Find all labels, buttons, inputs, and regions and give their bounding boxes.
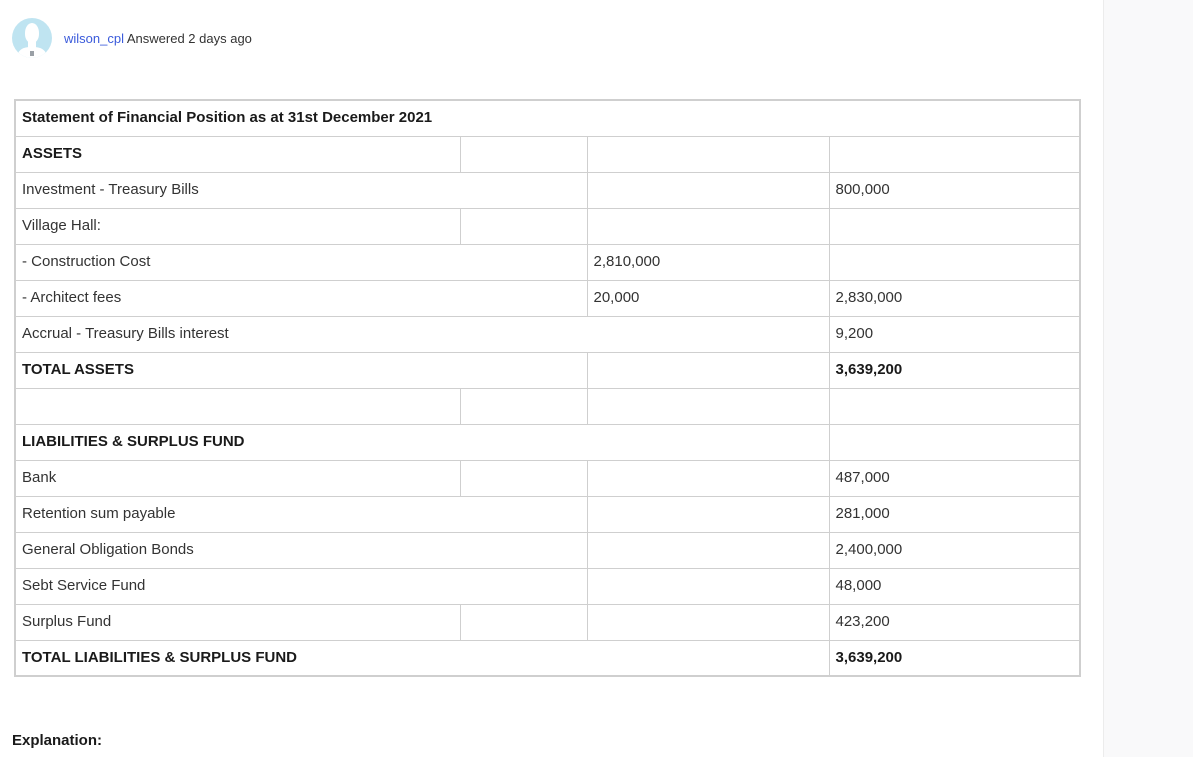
statement-title: Statement of Financial Position as at 31st December 2021	[15, 100, 1080, 136]
table-row	[15, 640, 1080, 676]
table-row	[15, 604, 1080, 640]
user-avatar-icon[interactable]	[12, 18, 52, 58]
username-link[interactable]: wilson_cpl	[64, 31, 124, 46]
empty-cell	[829, 424, 1080, 460]
total-liabilities-label: TOTAL LIABILITIES & SURPLUS FUND	[15, 640, 829, 676]
table-row	[15, 568, 1080, 604]
financial-position-table	[14, 99, 1081, 677]
table-row	[15, 172, 1080, 208]
table-row	[15, 100, 1080, 136]
table-row	[15, 352, 1080, 388]
surplus-label: Surplus Fund	[15, 604, 460, 640]
architect-total: 2,830,000	[829, 280, 1080, 316]
retention-label: Retention sum payable	[15, 496, 587, 532]
empty-cell	[587, 604, 829, 640]
empty-cell	[460, 208, 587, 244]
empty-cell	[587, 496, 829, 532]
answer-header	[12, 18, 252, 60]
construction-label: - Construction Cost	[15, 244, 587, 280]
total-liabilities-value: 3,639,200	[829, 640, 1080, 676]
accrual-value: 9,200	[829, 316, 1080, 352]
empty-cell	[460, 136, 587, 172]
right-sidebar	[1103, 0, 1193, 757]
liabilities-heading: LIABILITIES & SURPLUS FUND	[15, 424, 829, 460]
bonds-value: 2,400,000	[829, 532, 1080, 568]
village-hall-label: Village Hall:	[15, 208, 460, 244]
bank-label: Bank	[15, 460, 460, 496]
empty-cell	[460, 460, 587, 496]
answered-timestamp: Answered 2 days ago	[126, 31, 252, 46]
table-row	[15, 244, 1080, 280]
investment-value: 800,000	[829, 172, 1080, 208]
total-assets-label: TOTAL ASSETS	[15, 352, 587, 388]
explanation-heading: Explanation:	[12, 732, 103, 749]
empty-cell	[829, 388, 1080, 424]
empty-cell	[587, 568, 829, 604]
empty-cell	[587, 172, 829, 208]
answer-meta	[64, 31, 252, 47]
surplus-value: 423,200	[829, 604, 1080, 640]
empty-cell	[829, 136, 1080, 172]
sebt-label: Sebt Service Fund	[15, 568, 587, 604]
architect-value: 20,000	[587, 280, 829, 316]
assets-heading: ASSETS	[15, 136, 460, 172]
table-row	[15, 460, 1080, 496]
empty-cell	[15, 388, 460, 424]
table-row	[15, 208, 1080, 244]
architect-label: - Architect fees	[15, 280, 587, 316]
table-row	[15, 496, 1080, 532]
empty-cell	[587, 460, 829, 496]
empty-cell	[587, 208, 829, 244]
total-assets-value: 3,639,200	[829, 352, 1080, 388]
empty-cell	[829, 208, 1080, 244]
bank-value: 487,000	[829, 460, 1080, 496]
bonds-label: General Obligation Bonds	[15, 532, 587, 568]
empty-cell	[587, 352, 829, 388]
table-row	[15, 388, 1080, 424]
table-row	[15, 136, 1080, 172]
empty-cell	[460, 604, 587, 640]
empty-cell	[587, 136, 829, 172]
table-row	[15, 424, 1080, 460]
retention-value: 281,000	[829, 496, 1080, 532]
investment-label: Investment - Treasury Bills	[15, 172, 587, 208]
table-row	[15, 280, 1080, 316]
table-row	[15, 316, 1080, 352]
empty-cell	[829, 244, 1080, 280]
sebt-value: 48,000	[829, 568, 1080, 604]
table-row	[15, 532, 1080, 568]
empty-cell	[587, 388, 829, 424]
accrual-label: Accrual - Treasury Bills interest	[15, 316, 829, 352]
construction-value: 2,810,000	[587, 244, 829, 280]
empty-cell	[460, 388, 587, 424]
empty-cell	[587, 532, 829, 568]
